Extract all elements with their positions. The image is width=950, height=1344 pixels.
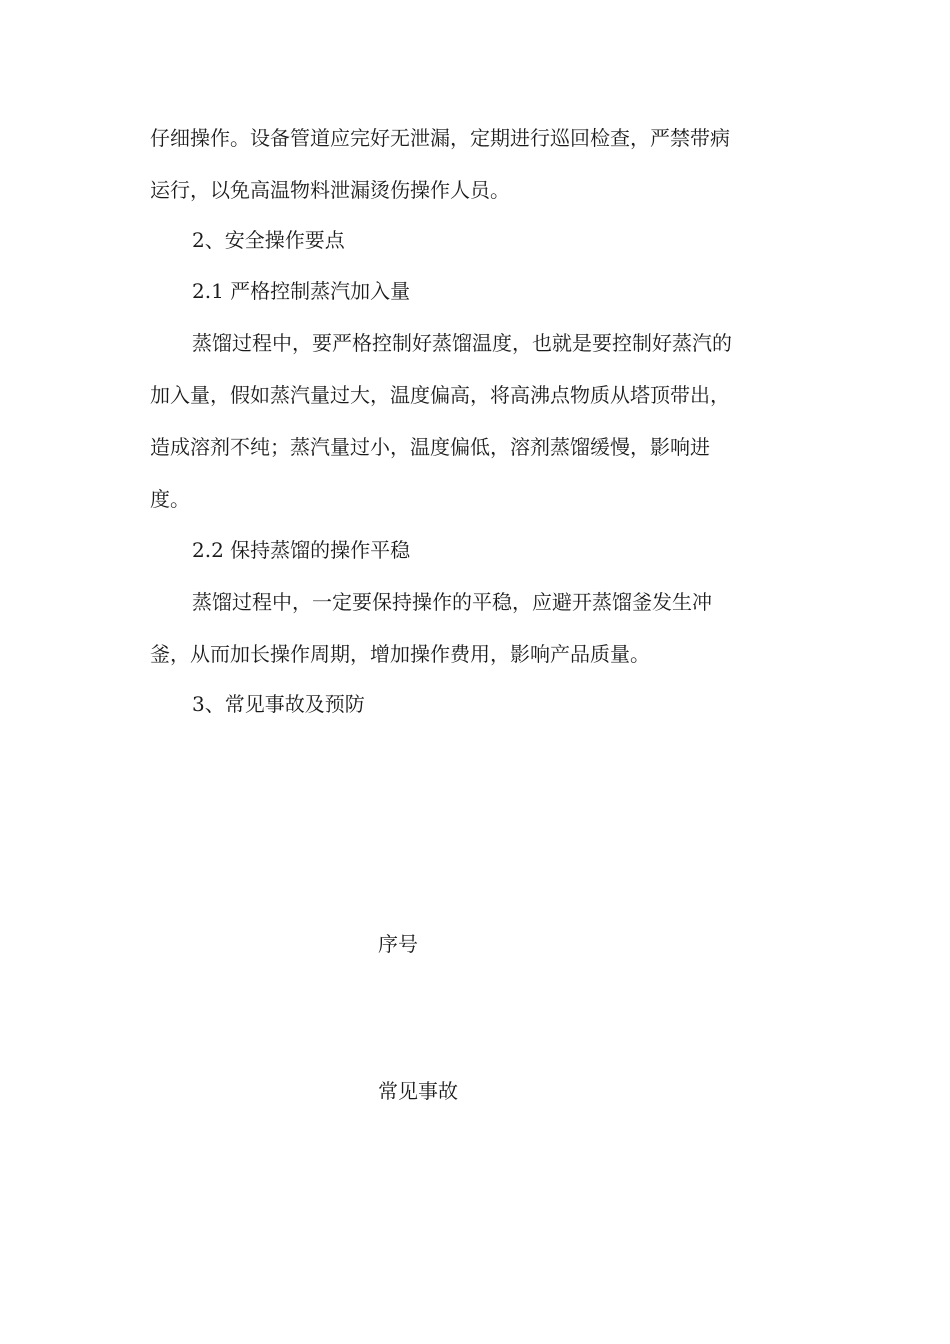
text-line: 运行，以免高温物料泄漏烫伤操作人员。 [150, 178, 510, 202]
section-3-heading: 3、常见事故及预防 [192, 692, 365, 716]
table-header-serial-number: 序号 [378, 932, 418, 956]
text-line: 蒸馏过程中，要严格控制好蒸馏温度，也就是要控制好蒸汽的 [192, 331, 732, 355]
text-line: 釜，从而加长操作周期，增加操作费用，影响产品质量。 [150, 642, 650, 666]
text-line: 加入量，假如蒸汽量过大，温度偏高，将高沸点物质从塔顶带出， [150, 383, 730, 407]
section-2-1-paragraph [150, 317, 800, 525]
table-header-common-accidents: 常见事故 [378, 1079, 458, 1103]
text-line: 仔细操作。设备管道应完好无泄漏，定期进行巡回检查，严禁带病 [150, 126, 730, 150]
text-line: 度。 [150, 487, 190, 511]
section-2-2-paragraph [150, 576, 800, 680]
section-2-heading: 2、安全操作要点 [192, 228, 345, 252]
text-line: 蒸馏过程中，一定要保持操作的平稳，应避开蒸馏釜发生冲 [192, 590, 712, 614]
text-line: 造成溶剂不纯；蒸汽量过小，温度偏低，溶剂蒸馏缓慢，影响进 [150, 435, 710, 459]
section-2-1-heading: 2.1 严格控制蒸汽加入量 [192, 279, 411, 303]
section-2-2-heading: 2.2 保持蒸馏的操作平稳 [192, 538, 411, 562]
intro-paragraph [150, 112, 800, 216]
